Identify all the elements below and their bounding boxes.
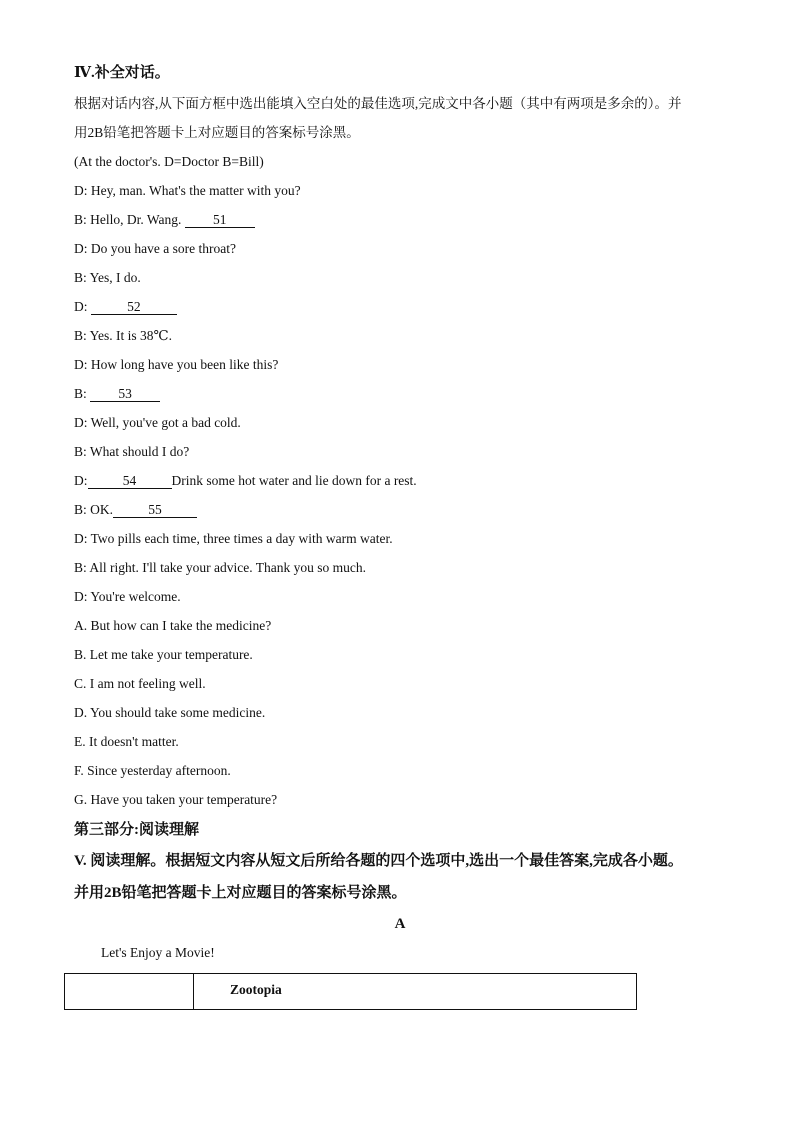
answer-blank-54: 54: [88, 474, 172, 489]
movie-title-cell: Zootopia: [194, 974, 637, 1010]
section-4-instructions-line-1: 根据对话内容,从下面方框中选出能填入空白处的最佳选项,完成文中各小题（其中有两项是多余的）。并: [74, 96, 682, 111]
answer-blank-55: 55: [113, 503, 197, 518]
dialogue-prefix: B: OK.: [74, 502, 114, 517]
dialogue-line: D: Well, you've got a bad cold.: [74, 415, 241, 430]
dialogue-line: B: All right. I'll take your advice. Thank you so much.: [74, 560, 367, 575]
option-f: F. Since yesterday afternoon.: [74, 763, 231, 778]
option-c: C. I am not feeling well.: [74, 676, 206, 691]
dialogue-line: B: Yes, I do.: [74, 270, 141, 285]
section-5-instructions-line-2: 并用2B铅笔把答题卡上对应题目的答案标号涂黑。: [74, 885, 407, 901]
option-b: B. Let me take your temperature.: [74, 647, 253, 662]
dialogue-line: [74, 501, 197, 519]
dialogue-line: [74, 298, 177, 316]
dialogue-prefix: D:: [74, 299, 91, 314]
option-d: D. You should take some medicine.: [74, 705, 266, 720]
dialogue-line: B: What should I do?: [74, 444, 190, 459]
answer-blank-52: 52: [91, 300, 177, 315]
dialogue-line: [74, 472, 417, 490]
option-e: E. It doesn't matter.: [74, 734, 179, 749]
dialogue-prefix: B: Hello, Dr. Wang.: [74, 212, 185, 227]
dialogue-line: D: How long have you been like this?: [74, 357, 279, 372]
section-4-instructions-line-2: 用2B铅笔把答题卡上对应题目的答案标号涂黑。: [74, 125, 360, 140]
section-4-title: Ⅳ.补全对话。: [74, 65, 170, 81]
dialogue-prefix: D:: [74, 473, 88, 488]
dialogue-line: D: You're welcome.: [74, 589, 181, 604]
dialogue-suffix: Drink some hot water and lie down for a rest.: [171, 473, 417, 488]
passage-intro: Let's Enjoy a Movie!: [101, 945, 215, 960]
dialogue-line: [74, 385, 160, 403]
dialogue-context: (At the doctor's. D=Doctor B=Bill): [74, 154, 264, 169]
passage-label: A: [394, 916, 406, 932]
part-3-title: 第三部分:阅读理解: [74, 822, 199, 838]
dialogue-line: D: Do you have a sore throat?: [74, 241, 236, 256]
dialogue-line: [74, 211, 255, 229]
answer-blank-51: 51: [185, 213, 255, 228]
table-row: [65, 974, 637, 1010]
answer-blank-53: 53: [90, 387, 160, 402]
section-5-instructions-line-1: V. 阅读理解。根据短文内容从短文后所给各题的四个选项中,选出一个最佳答案,完成各小题。: [74, 853, 683, 869]
dialogue-prefix: B:: [74, 386, 91, 401]
dialogue-line: B: Yes. It is 38℃.: [74, 328, 173, 343]
movie-table: [64, 973, 637, 1010]
dialogue-line: D: Two pills each time, three times a day with warm water.: [74, 531, 393, 546]
option-a: A. But how can I take the medicine?: [74, 618, 272, 633]
table-cell-empty: [65, 974, 194, 1010]
option-g: G. Have you taken your temperature?: [74, 792, 278, 807]
dialogue-line: D: Hey, man. What's the matter with you?: [74, 183, 301, 198]
